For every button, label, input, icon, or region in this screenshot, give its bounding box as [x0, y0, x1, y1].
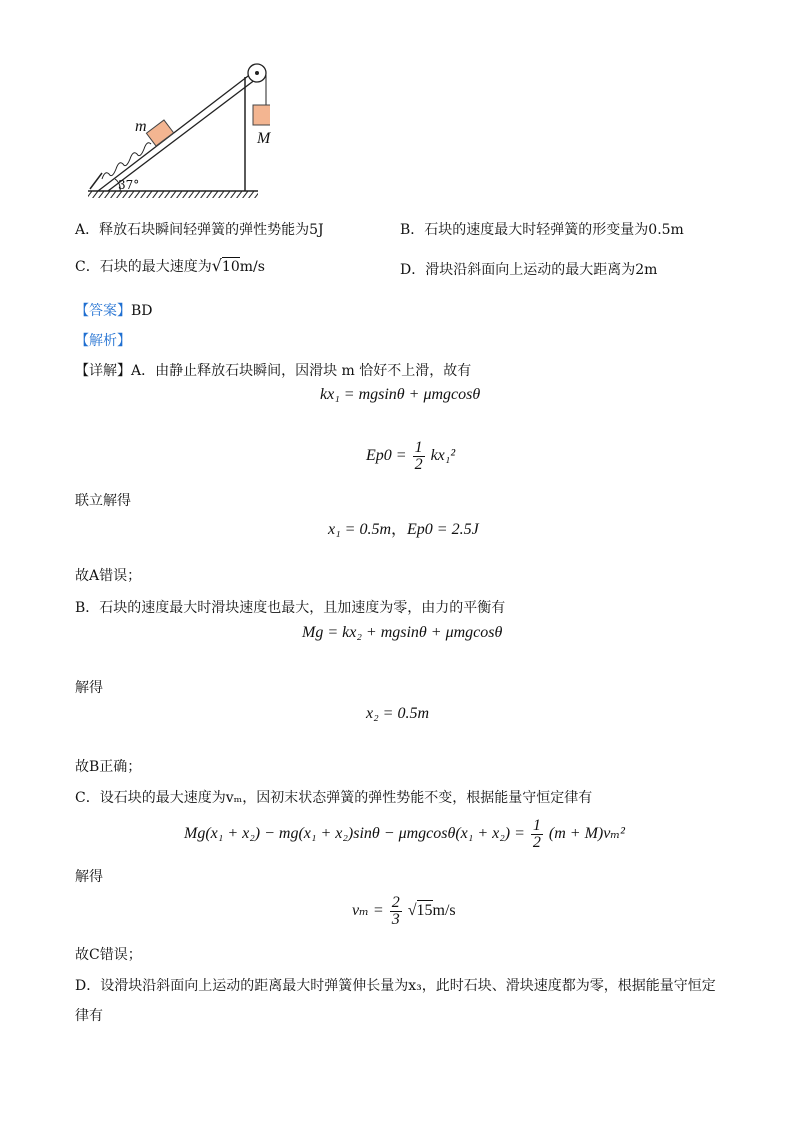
analysis-label: 【解析】 — [75, 333, 131, 349]
equation-6-lhs: Mg(x₁ + x₂) − mg(x₁ + x₂)sinθ − μmgcosθ(x₁ + x₂) = — [184, 825, 525, 843]
equation-6-denominator: 2 — [532, 834, 541, 851]
equation-2-denominator: 2 — [414, 456, 423, 473]
solve-2: 解得 — [75, 869, 103, 885]
b-conclusion: 故B正确； — [75, 759, 142, 775]
equation-7-denominator: 3 — [391, 911, 400, 928]
option-b: B．石块的速度最大时轻弹簧的形变量为0.5m — [400, 222, 684, 238]
detail-label: 【详解】 — [75, 363, 131, 379]
equation-7-fraction — [390, 895, 402, 928]
pulley-axle — [255, 71, 259, 75]
option-d: D．滑块沿斜面向上运动的最大距离为2m — [400, 262, 658, 278]
label-M: M — [257, 130, 271, 147]
label-m: m — [135, 118, 147, 135]
c-conclusion: 故C错误； — [75, 947, 142, 963]
joint-solve: 联立解得 — [75, 493, 131, 509]
equation-5: x₂ = 0.5m — [366, 705, 430, 722]
option-c: C．石块的最大速度为√10m/s — [75, 256, 265, 275]
incline-top-edge — [98, 73, 252, 191]
detail-d-intro-line2: 律有 — [75, 1008, 103, 1024]
a-conclusion: 故A错误； — [75, 568, 142, 584]
equation-6 — [184, 818, 625, 851]
equation-3-separator: ， — [391, 521, 408, 538]
equation-2-numerator: 1 — [414, 439, 423, 456]
ground-hatch — [88, 191, 258, 198]
answer-line — [75, 300, 153, 320]
equation-7: vₘ = $\frac{2}{3}$ √15m/s — [352, 894, 456, 928]
option-c-radicand: 10 — [221, 259, 240, 275]
block-M — [253, 105, 270, 125]
block-m — [146, 120, 173, 146]
incline-pulley-figure — [80, 55, 270, 200]
equation-2-rhs: kx₁² — [430, 447, 456, 465]
equation-2-lhs: Ep0 = — [366, 447, 407, 465]
equation-7-lhs: vₘ = — [352, 902, 384, 920]
equation-7-numerator: 2 — [391, 894, 400, 911]
detail-b-intro: B．石块的速度最大时滑块速度也最大，且加速度为零，由力的平衡有 — [75, 600, 506, 616]
equation-6-rhs: (m + M)vₘ² — [548, 825, 625, 843]
angle-label: 37° — [118, 178, 140, 192]
answer-value: BD — [131, 303, 153, 319]
equation-6-numerator: 1 — [532, 817, 541, 834]
equation-1: kx₁ = mgsinθ + μmgcosθ — [320, 386, 481, 403]
equation-3b: Ep0 = 2.5J — [407, 521, 479, 538]
solve-1: 解得 — [75, 680, 103, 696]
answer-label: 【答案】 — [75, 303, 131, 319]
equation-7-radicand: 15 — [416, 902, 433, 920]
option-a: A．释放石块瞬间轻弹簧的弹性势能为5J — [75, 222, 324, 238]
equation-2-fraction — [413, 440, 425, 473]
option-c-text: C．石块的最大速度为 — [75, 259, 212, 275]
incline-bottom-edge — [108, 79, 256, 191]
equation-6-fraction — [531, 818, 543, 851]
detail-a-intro — [75, 360, 471, 380]
equation-3 — [328, 516, 479, 539]
spring-wall — [90, 173, 102, 189]
equation-3a: x₁ = 0.5m — [328, 521, 392, 538]
detail-d-intro-line1: D．设滑块沿斜面向上运动的距离最大时弹簧伸长量为x₃，此时石块、滑块速度都为零，根据能量守恒定 — [75, 978, 716, 994]
detail-a-text: A．由静止释放石块瞬间，因滑块 m 恰好不上滑，故有 — [131, 363, 472, 379]
detail-c-intro: C．设石块的最大速度为vₘ，因初末状态弹簧的弹性势能不变，根据能量守恒定律有 — [75, 790, 593, 806]
equation-7-unit: m/s — [432, 902, 456, 920]
equation-2 — [366, 440, 455, 473]
option-c-unit: m/s — [239, 259, 265, 275]
equation-4: Mg = kx₂ + mgsinθ + μmgcosθ — [302, 624, 503, 641]
spring — [102, 143, 151, 179]
